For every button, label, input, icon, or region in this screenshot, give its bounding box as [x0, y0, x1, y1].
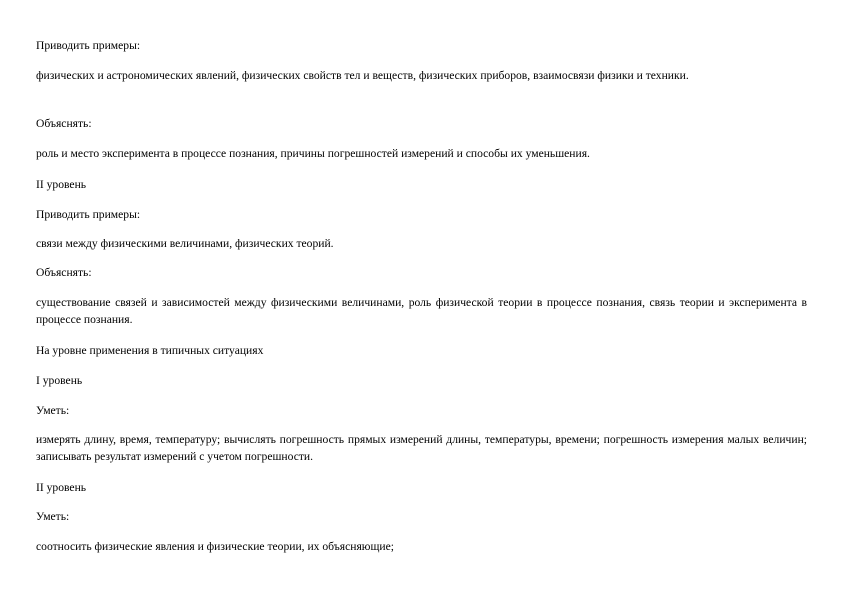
paragraph-application-level: На уровне применения в типичных ситуациях: [36, 344, 264, 357]
paragraph-dependencies: существование связей и зависимостей между физическими величинами, роль физической теории в процессе познания, связь теории и эксперимента в процессе познания.: [36, 296, 807, 326]
paragraph-explain-heading: Объяснять:: [36, 117, 92, 130]
paragraph-measure-skills: измерять длину, время, температуру; вычислять погрешность прямых измерений длины, температуры, времени; погрешность измерения малых величин; записывать результат измерений с учетом погрешности.: [36, 433, 807, 463]
paragraph-explain-heading-2: Объяснять:: [36, 266, 92, 279]
paragraph-experiment-role: роль и место эксперимента в процессе познания, причины погрешностей измерений и способы их уменьшения.: [36, 147, 590, 160]
paragraph-skills-heading-2: Уметь:: [36, 510, 70, 523]
paragraph-relations-theories: связи между физическими величинами, физических теорий.: [36, 237, 334, 250]
paragraph-level-one-heading: I уровень: [36, 374, 83, 387]
paragraph-skills-heading: Уметь:: [36, 404, 70, 417]
paragraph-correlate-phenomena: соотносить физические явления и физические теории, их объясняющие;: [36, 540, 394, 553]
paragraph-give-examples-heading-2: Приводить примеры:: [36, 208, 141, 221]
paragraph-give-examples-heading: Приводить примеры:: [36, 39, 141, 52]
paragraph-examples-list: физических и астрономических явлений, физических свойств тел и веществ, физических приборов, взаимосвязи физики и техники.: [36, 69, 689, 82]
paragraph-level-two-heading-2: II уровень: [36, 481, 87, 494]
paragraph-level-two-heading: II уровень: [36, 178, 87, 191]
